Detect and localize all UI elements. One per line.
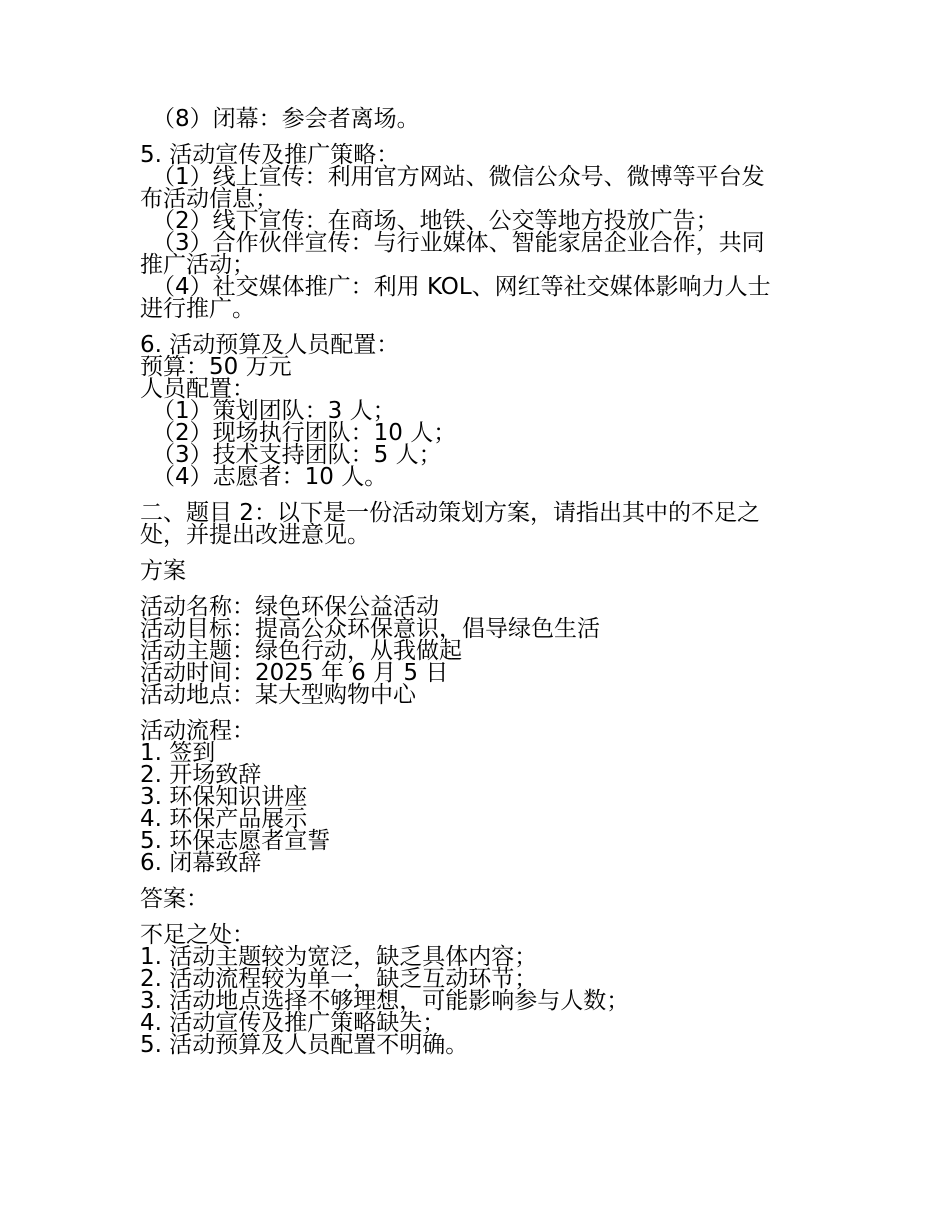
answer-label: 答案： [140, 886, 209, 912]
flow-item: 3. 环保知识讲座 [140, 784, 308, 810]
closing-line: （8）闭幕：参会者离场。 [152, 106, 420, 132]
plan-info-item: 活动时间：2025 年 6 月 5 日 [140, 660, 449, 686]
plan-info-item: 活动地点：某大型购物中心 [140, 682, 416, 708]
promo-item-continuation: 布活动信息； [140, 186, 278, 212]
plan-info [140, 596, 812, 706]
plan-label-block [140, 560, 812, 582]
staff-item: （1）策划团队：3 人； [152, 398, 396, 424]
budget-section [140, 334, 812, 488]
staff-item: （2）现场执行团队：10 人； [152, 420, 457, 446]
shortcoming-item: 2. 活动流程较为单一，缺乏互动环节； [140, 966, 538, 992]
promo-heading: 5. 活动宣传及推广策略： [140, 142, 400, 168]
promo-item-continuation: 进行推广。 [140, 296, 255, 322]
promo-item-continuation: 推广活动； [140, 252, 255, 278]
flow-item: 1. 签到 [140, 740, 216, 766]
staff-item: （3）技术支持团队：5 人； [152, 442, 442, 468]
flow-heading: 活动流程： [140, 718, 255, 744]
shortcoming-item: 3. 活动地点选择不够理想，可能影响参与人数； [140, 988, 630, 1014]
flow-item: 4. 环保产品展示 [140, 806, 308, 832]
shortcoming-item: 4. 活动宣传及推广策略缺失； [140, 1010, 446, 1036]
staff-heading: 人员配置： [140, 376, 255, 402]
flow-item: 5. 环保志愿者宣誓 [140, 828, 331, 854]
question2-block [140, 502, 812, 546]
flow-item: 6. 闭幕致辞 [140, 850, 262, 876]
plan-label: 方案 [140, 558, 186, 584]
question2-line: 二、题目 2：以下是一份活动策划方案，请指出其中的不足之 [140, 500, 760, 526]
promo-section [140, 144, 812, 320]
promo-item: （3）合作伙伴宣传：与行业媒体、智能家居企业合作，共同 [152, 230, 765, 256]
plan-flow [140, 720, 812, 874]
plan-info-item: 活动主题：绿色行动，从我做起 [140, 638, 462, 664]
flow-item: 2. 开场致辞 [140, 762, 262, 788]
plan-info-item: 活动名称：绿色环保公益活动 [140, 594, 439, 620]
budget-heading: 6. 活动预算及人员配置： [140, 332, 400, 358]
promo-item: （1）线上宣传：利用官方网站、微信公众号、微博等平台发 [152, 164, 765, 190]
shortcoming-item: 5. 活动预算及人员配置不明确。 [140, 1032, 469, 1058]
closing-block [140, 108, 812, 130]
question2-line: 处，并提出改进意见。 [140, 522, 370, 548]
shortcoming-item: 1. 活动主题较为宽泛，缺乏具体内容； [140, 944, 538, 970]
shortcomings-section [140, 924, 812, 1056]
shortcomings-heading: 不足之处： [140, 922, 255, 948]
budget-amount: 预算：50 万元 [140, 354, 292, 380]
answer-label-block [140, 888, 812, 910]
document-body [140, 108, 812, 1070]
plan-info-item: 活动目标：提高公众环保意识，倡导绿色生活 [140, 616, 600, 642]
promo-item: （4）社交媒体推广：利用 KOL、网红等社交媒体影响力人士 [152, 274, 771, 300]
staff-item: （4）志愿者：10 人。 [152, 464, 388, 490]
promo-item: （2）线下宣传：在商场、地铁、公交等地方投放广告； [152, 208, 719, 234]
